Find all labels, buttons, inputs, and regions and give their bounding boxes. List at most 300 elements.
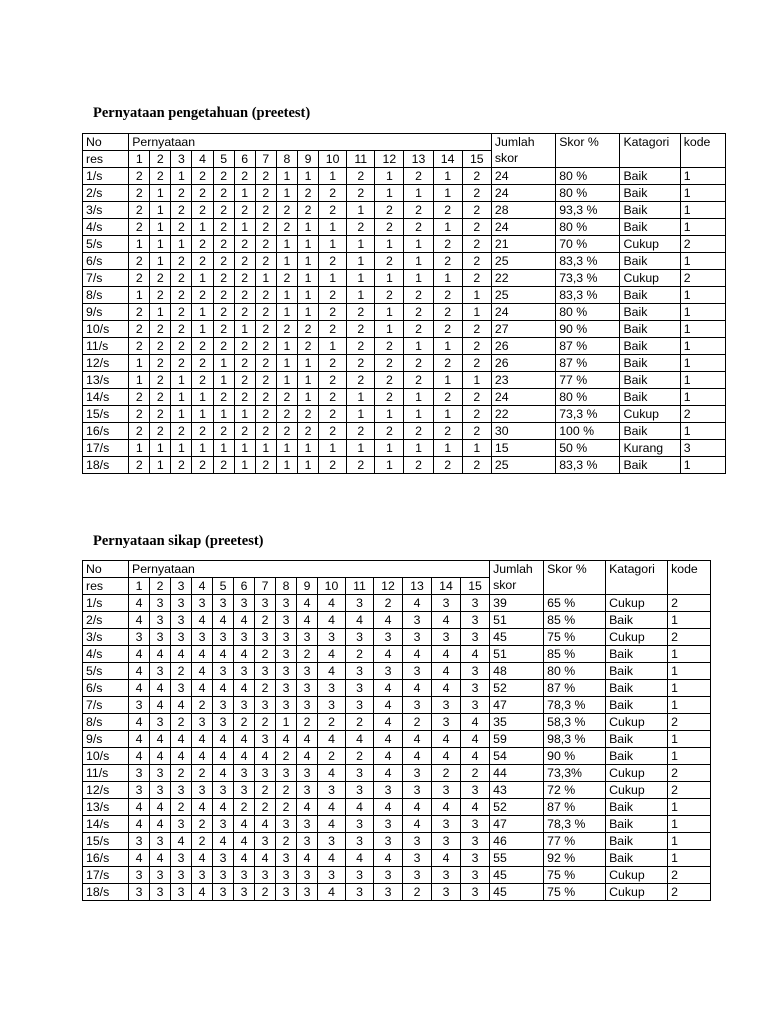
total-score: 24	[491, 219, 555, 236]
answer-value: 3	[403, 765, 432, 782]
answer-value: 4	[129, 731, 150, 748]
score-percent: 73,3 %	[556, 406, 620, 423]
answer-value: 3	[374, 663, 403, 680]
answer-value: 2	[404, 457, 433, 474]
answer-value: 3	[150, 884, 171, 901]
answer-value: 1	[462, 440, 491, 457]
answer-value: 2	[276, 423, 297, 440]
total-score: 24	[491, 304, 555, 321]
answer-value: 2	[192, 697, 213, 714]
respondent-id: 4/s	[83, 219, 129, 236]
answer-value: 3	[432, 816, 461, 833]
answer-value: 4	[432, 612, 461, 629]
answer-value: 1	[462, 372, 491, 389]
answer-value: 2	[297, 406, 318, 423]
answer-value: 4	[461, 731, 490, 748]
header-kategori: Katagori	[606, 561, 668, 595]
answer-value: 2	[234, 799, 255, 816]
answer-value: 3	[346, 629, 374, 646]
answer-value: 3	[255, 697, 276, 714]
code: 2	[680, 236, 725, 253]
answer-value: 3	[255, 663, 276, 680]
category: Baik	[606, 680, 668, 697]
answer-value: 2	[375, 253, 404, 270]
answer-value: 4	[213, 833, 234, 850]
answer-value: 1	[192, 219, 213, 236]
score-percent: 87 %	[544, 799, 606, 816]
category: Cukup	[606, 782, 668, 799]
answer-value: 4	[129, 612, 150, 629]
respondent-id: 7/s	[83, 270, 129, 287]
answer-value: 4	[213, 680, 234, 697]
answer-value: 3	[150, 867, 171, 884]
answer-value: 2	[255, 646, 276, 663]
answer-value: 1	[129, 372, 150, 389]
answer-value: 2	[234, 372, 255, 389]
answer-value: 2	[255, 423, 276, 440]
answer-value: 1	[276, 304, 297, 321]
answer-value: 3	[297, 782, 318, 799]
answer-value: 2	[276, 270, 297, 287]
answer-value: 2	[255, 287, 276, 304]
answer-value: 2	[433, 304, 462, 321]
answer-value: 4	[432, 731, 461, 748]
answer-value: 2	[192, 423, 213, 440]
answer-value: 2	[171, 714, 192, 731]
category: Baik	[606, 731, 668, 748]
total-score: 43	[490, 782, 544, 799]
category: Baik	[620, 355, 680, 372]
answer-value: 4	[318, 816, 346, 833]
table-row	[83, 816, 711, 833]
header-res: res	[83, 151, 129, 168]
respondent-id: 6/s	[83, 253, 129, 270]
answer-value: 4	[318, 799, 346, 816]
answer-value: 2	[255, 884, 276, 901]
table-pengetahuan	[82, 133, 726, 474]
table-row	[83, 389, 726, 406]
answer-value: 3	[374, 867, 403, 884]
answer-value: 4	[234, 850, 255, 867]
answer-value: 2	[319, 321, 347, 338]
answer-value: 2	[150, 423, 171, 440]
answer-value: 2	[276, 799, 297, 816]
answer-value: 1	[297, 236, 318, 253]
table-row	[83, 799, 711, 816]
answer-value: 2	[462, 202, 491, 219]
category: Baik	[606, 663, 668, 680]
answer-value: 2	[347, 338, 375, 355]
answer-value: 2	[192, 833, 213, 850]
answer-value: 4	[129, 748, 150, 765]
answer-value: 2	[276, 748, 297, 765]
total-score: 24	[491, 389, 555, 406]
code: 1	[668, 748, 711, 765]
respondent-id: 5/s	[83, 663, 129, 680]
answer-value: 2	[129, 168, 150, 185]
table-row	[83, 253, 726, 270]
answer-value: 3	[346, 867, 374, 884]
answer-value: 2	[129, 253, 150, 270]
answer-value: 3	[432, 714, 461, 731]
code: 1	[668, 833, 711, 850]
answer-value: 2	[404, 168, 433, 185]
total-score: 45	[490, 884, 544, 901]
answer-value: 1	[404, 270, 433, 287]
header-kategori: Katagori	[620, 134, 680, 168]
answer-value: 2	[433, 457, 462, 474]
answer-value: 4	[346, 612, 374, 629]
answer-value: 3	[129, 833, 150, 850]
answer-value: 2	[150, 321, 171, 338]
score-percent: 73,3 %	[556, 270, 620, 287]
score-percent: 50 %	[556, 440, 620, 457]
answer-value: 1	[276, 168, 297, 185]
answer-value: 2	[404, 287, 433, 304]
total-score: 25	[491, 287, 555, 304]
answer-value: 2	[319, 406, 347, 423]
answer-value: 1	[347, 202, 375, 219]
answer-value: 3	[129, 697, 150, 714]
answer-value: 2	[213, 168, 234, 185]
answer-value: 4	[213, 748, 234, 765]
code: 2	[668, 765, 711, 782]
answer-value: 1	[297, 270, 318, 287]
answer-value: 3	[318, 867, 346, 884]
code: 1	[668, 697, 711, 714]
answer-value: 3	[255, 595, 276, 612]
answer-value: 2	[213, 219, 234, 236]
score-percent: 87 %	[544, 680, 606, 697]
answer-value: 2	[129, 219, 150, 236]
answer-value: 2	[375, 372, 404, 389]
code: 1	[680, 389, 725, 406]
category: Baik	[620, 372, 680, 389]
statement-number: 14	[433, 151, 462, 168]
table-row	[83, 731, 711, 748]
answer-value: 2	[276, 782, 297, 799]
answer-value: 2	[462, 270, 491, 287]
table-row	[83, 697, 711, 714]
answer-value: 3	[461, 867, 490, 884]
answer-value: 2	[319, 389, 347, 406]
total-score: 26	[491, 355, 555, 372]
respondent-id: 3/s	[83, 202, 129, 219]
answer-value: 3	[171, 782, 192, 799]
answer-value: 2	[150, 287, 171, 304]
answer-value: 1	[213, 440, 234, 457]
answer-value: 2	[318, 714, 346, 731]
table-row	[83, 680, 711, 697]
answer-value: 4	[461, 646, 490, 663]
answer-value: 4	[213, 799, 234, 816]
answer-value: 3	[346, 663, 374, 680]
category: Cukup	[620, 270, 680, 287]
statement-number: 7	[255, 151, 276, 168]
respondent-id: 13/s	[83, 372, 129, 389]
answer-value: 4	[192, 646, 213, 663]
answer-value: 1	[404, 389, 433, 406]
answer-value: 1	[347, 389, 375, 406]
answer-value: 2	[297, 423, 318, 440]
answer-value: 2	[255, 304, 276, 321]
category: Kurang	[620, 440, 680, 457]
answer-value: 2	[433, 253, 462, 270]
respondent-id: 13/s	[83, 799, 129, 816]
category: Baik	[606, 697, 668, 714]
answer-value: 3	[129, 884, 150, 901]
answer-value: 1	[375, 185, 404, 202]
total-score: 51	[490, 646, 544, 663]
answer-value: 2	[171, 253, 192, 270]
answer-value: 2	[129, 270, 150, 287]
answer-value: 2	[171, 219, 192, 236]
respondent-id: 15/s	[83, 406, 129, 423]
statement-number: 3	[171, 578, 192, 595]
answer-value: 2	[318, 748, 346, 765]
code: 2	[668, 884, 711, 901]
answer-value: 3	[318, 680, 346, 697]
table-row	[83, 748, 711, 765]
answer-value: 4	[129, 663, 150, 680]
answer-value: 2	[375, 423, 404, 440]
answer-value: 4	[403, 680, 432, 697]
answer-value: 2	[129, 304, 150, 321]
header-kode: kode	[668, 561, 711, 595]
answer-value: 2	[171, 355, 192, 372]
answer-value: 2	[150, 389, 171, 406]
table-row	[83, 440, 726, 457]
answer-value: 2	[129, 202, 150, 219]
answer-value: 4	[255, 850, 276, 867]
answer-value: 4	[374, 680, 403, 697]
answer-value: 2	[346, 714, 374, 731]
answer-value: 2	[319, 372, 347, 389]
answer-value: 4	[171, 697, 192, 714]
answer-value: 3	[403, 697, 432, 714]
answer-value: 3	[150, 629, 171, 646]
answer-value: 4	[374, 765, 403, 782]
table-row	[83, 321, 726, 338]
table-row	[83, 185, 726, 202]
answer-value: 2	[462, 185, 491, 202]
respondent-id: 6/s	[83, 680, 129, 697]
code: 2	[668, 867, 711, 884]
header-no: No	[83, 561, 129, 578]
answer-value: 4	[297, 612, 318, 629]
answer-value: 2	[319, 253, 347, 270]
answer-value: 2	[462, 168, 491, 185]
answer-value: 2	[462, 253, 491, 270]
score-percent: 90 %	[556, 321, 620, 338]
table-row	[83, 406, 726, 423]
respondent-id: 14/s	[83, 389, 129, 406]
answer-value: 2	[462, 406, 491, 423]
answer-value: 2	[404, 372, 433, 389]
answer-value: 4	[129, 595, 150, 612]
answer-value: 3	[150, 765, 171, 782]
answer-value: 1	[276, 287, 297, 304]
answer-value: 3	[150, 612, 171, 629]
answer-value: 3	[171, 629, 192, 646]
answer-value: 1	[297, 168, 318, 185]
answer-value: 4	[374, 714, 403, 731]
answer-value: 3	[213, 697, 234, 714]
answer-value: 2	[129, 457, 150, 474]
answer-value: 3	[297, 697, 318, 714]
answer-value: 3	[234, 782, 255, 799]
answer-value: 3	[318, 697, 346, 714]
statement-number: 14	[432, 578, 461, 595]
answer-value: 3	[213, 714, 234, 731]
answer-value: 2	[192, 372, 213, 389]
answer-value: 1	[150, 202, 171, 219]
answer-value: 4	[192, 680, 213, 697]
total-score: 47	[490, 697, 544, 714]
table-row	[83, 219, 726, 236]
answer-value: 1	[297, 287, 318, 304]
answer-value: 2	[255, 236, 276, 253]
answer-value: 2	[432, 765, 461, 782]
answer-value: 2	[255, 714, 276, 731]
answer-value: 1	[404, 338, 433, 355]
answer-value: 1	[404, 406, 433, 423]
answer-value: 1	[433, 185, 462, 202]
total-score: 23	[491, 372, 555, 389]
score-percent: 78,3 %	[544, 816, 606, 833]
answer-value: 2	[255, 457, 276, 474]
answer-value: 1	[404, 185, 433, 202]
answer-value: 4	[150, 680, 171, 697]
answer-value: 1	[276, 714, 297, 731]
answer-value: 1	[255, 270, 276, 287]
answer-value: 3	[403, 782, 432, 799]
statement-number: 2	[150, 578, 171, 595]
answer-value: 4	[150, 646, 171, 663]
answer-value: 2	[213, 389, 234, 406]
table-row	[83, 612, 711, 629]
answer-value: 3	[255, 731, 276, 748]
answer-value: 1	[462, 287, 491, 304]
answer-value: 2	[347, 457, 375, 474]
score-percent: 78,3 %	[544, 697, 606, 714]
statement-number: 15	[461, 578, 490, 595]
answer-value: 1	[255, 440, 276, 457]
answer-value: 2	[150, 338, 171, 355]
answer-value: 1	[171, 372, 192, 389]
table-row	[83, 646, 711, 663]
statement-number: 7	[255, 578, 276, 595]
answer-value: 3	[346, 816, 374, 833]
answer-value: 3	[192, 629, 213, 646]
score-percent: 80 %	[544, 663, 606, 680]
category: Baik	[620, 202, 680, 219]
answer-value: 1	[433, 168, 462, 185]
answer-value: 4	[129, 816, 150, 833]
code: 1	[680, 457, 725, 474]
answer-value: 1	[297, 355, 318, 372]
header-skor-percent: Skor %	[544, 561, 606, 595]
answer-value: 1	[171, 406, 192, 423]
answer-value: 1	[276, 253, 297, 270]
answer-value: 4	[346, 799, 374, 816]
answer-value: 4	[346, 731, 374, 748]
answer-value: 4	[318, 612, 346, 629]
answer-value: 3	[461, 782, 490, 799]
answer-value: 1	[192, 406, 213, 423]
answer-value: 2	[129, 321, 150, 338]
statement-number: 5	[213, 151, 234, 168]
answer-value: 1	[276, 440, 297, 457]
table-row	[83, 782, 711, 799]
answer-value: 3	[213, 595, 234, 612]
answer-value: 1	[404, 253, 433, 270]
answer-value: 2	[347, 168, 375, 185]
code: 1	[680, 423, 725, 440]
answer-value: 2	[319, 287, 347, 304]
answer-value: 3	[171, 816, 192, 833]
answer-value: 3	[276, 629, 297, 646]
category: Cukup	[606, 765, 668, 782]
code: 1	[680, 355, 725, 372]
answer-value: 2	[192, 816, 213, 833]
answer-value: 1	[347, 270, 375, 287]
answer-value: 2	[192, 338, 213, 355]
answer-value: 1	[129, 355, 150, 372]
category: Baik	[606, 816, 668, 833]
answer-value: 2	[255, 680, 276, 697]
answer-value: 1	[297, 372, 318, 389]
header-jumlah: Jumlah	[493, 562, 533, 576]
answer-value: 2	[234, 168, 255, 185]
answer-value: 3	[297, 884, 318, 901]
answer-value: 4	[318, 663, 346, 680]
answer-value: 2	[192, 355, 213, 372]
answer-value: 2	[171, 765, 192, 782]
answer-value: 1	[234, 457, 255, 474]
answer-value: 2	[375, 287, 404, 304]
answer-value: 2	[462, 423, 491, 440]
answer-value: 3	[150, 663, 171, 680]
answer-value: 1	[276, 457, 297, 474]
respondent-id: 14/s	[83, 816, 129, 833]
answer-value: 1	[375, 168, 404, 185]
answer-value: 4	[297, 850, 318, 867]
category: Baik	[620, 389, 680, 406]
header-pernyataan: Pernyataan	[129, 561, 490, 578]
answer-value: 4	[171, 748, 192, 765]
answer-value: 1	[234, 219, 255, 236]
statement-number: 6	[234, 578, 255, 595]
respondent-id: 1/s	[83, 168, 129, 185]
table-row	[83, 236, 726, 253]
score-percent: 80 %	[556, 304, 620, 321]
answer-value: 2	[234, 287, 255, 304]
respondent-id: 1/s	[83, 595, 129, 612]
answer-value: 2	[346, 646, 374, 663]
answer-value: 4	[234, 816, 255, 833]
code: 2	[680, 406, 725, 423]
respondent-id: 16/s	[83, 850, 129, 867]
answer-value: 4	[374, 697, 403, 714]
answer-value: 3	[346, 833, 374, 850]
category: Cukup	[606, 595, 668, 612]
answer-value: 4	[403, 595, 432, 612]
answer-value: 3	[255, 867, 276, 884]
answer-value: 1	[276, 185, 297, 202]
code: 1	[680, 287, 725, 304]
header-kode: kode	[680, 134, 725, 168]
